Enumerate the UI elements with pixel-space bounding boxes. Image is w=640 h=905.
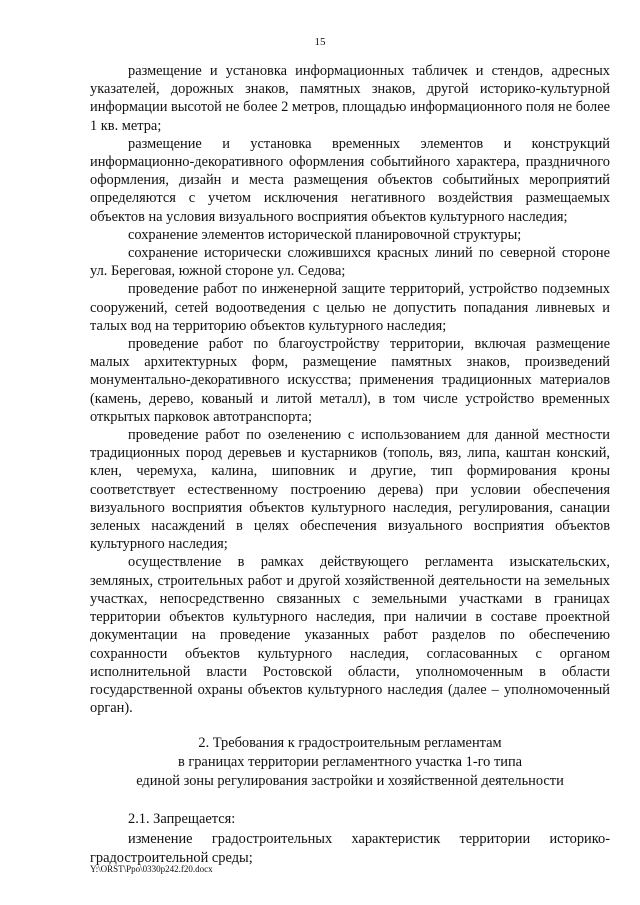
paragraph-greening: проведение работ по озеленению с использованием для данной местности традиционных пород деревьев и кустарников (тополь, вяз, липа, каштан конский, клен, черемуха, калина, шиповник и другие, тип формирования кроны соответствует естественному построению дерева) при условии обеспечения визуального восприятия объектов культурного наследия, регулирования, санации зеленых насаждений в целях обеспечения визуального восприятия объектов культурного наследия;: [90, 427, 610, 553]
document-body: [90, 62, 610, 867]
paragraph-landscaping: проведение работ по благоустройству территории, включая размещение малых архитектурных форм, размещение памятных знаков, произведений монументально-декоративного искусства; применения традиционных материалов (камень, дерево, кованый и литой металл), в том числе устройство временных открытых парковок автотранспорта;: [90, 336, 610, 425]
paragraph-prohibited-heading: 2.1. Запрещается:: [128, 811, 236, 828]
paragraph-prohibited-item: изменение градостроительных характеристик территории историко-градостроительной среды;: [90, 831, 610, 866]
section-heading-line-1: 2. Требования к градостроительным регламентам: [198, 735, 502, 752]
page-number: 15: [314, 36, 326, 48]
section-heading-line-2: в границах территории регламентного участка 1-го типа: [177, 753, 523, 770]
paragraph-engineering-protection: проведение работ по инженерной защите территорий, устройство подземных сооружений, сетей водоотведения с целью не допустить попадания ливневых и талых вод на территорию объектов культурного наследия;: [90, 281, 610, 334]
paragraph-temporary-elements: размещение и установка временных элементов и конструкций информационно-декоративного оформления событийного характера, праздничного оформления, дизайн и места размещения объектов событийных мероприятий определяются с учетом исключения негативного воздействия размещаемых объектов на условия визуального восприятия объектов культурного наследия;: [90, 135, 610, 225]
footer-file-path: Y:\ORST\Ppo\0330p242.f20.docx: [90, 864, 213, 874]
paragraph-red-lines: сохранение исторически сложившихся красных линий по северной стороне ул. Береговая, южной стороне ул. Седова;: [90, 245, 610, 280]
paragraph-planning-structure: сохранение элементов исторической планировочной структуры;: [128, 226, 522, 243]
paragraph-info-signs: размещение и установка информационных табличек и стендов, адресных указателей, дорожных знаков, памятных знаков, другой историко-культурной информации высотой не более 2 метров, площадью информационного поля не более 1 кв. метра;: [90, 63, 610, 134]
paragraph-survey-works: осуществление в рамках действующего регламента изыскательских, земляных, строительных работ и другой хозяйственной деятельности на земельных участках, непосредственно связанных с земельными участками в границах территории объектов культурного наследия, при наличии в составе проектной документации на проведение указанных работ разделов по обеспечению сохранности объектов культурного наследия, согласованных с органом исполнительной власти Ростовской области, уполномоченным в области государственной охраны объектов культурного наследия (далее – уполномоченный орган).: [90, 554, 610, 717]
section-heading: [90, 734, 610, 790]
section-heading-line-3: единой зоны регулирования застройки и хозяйственной деятельности: [136, 772, 564, 789]
